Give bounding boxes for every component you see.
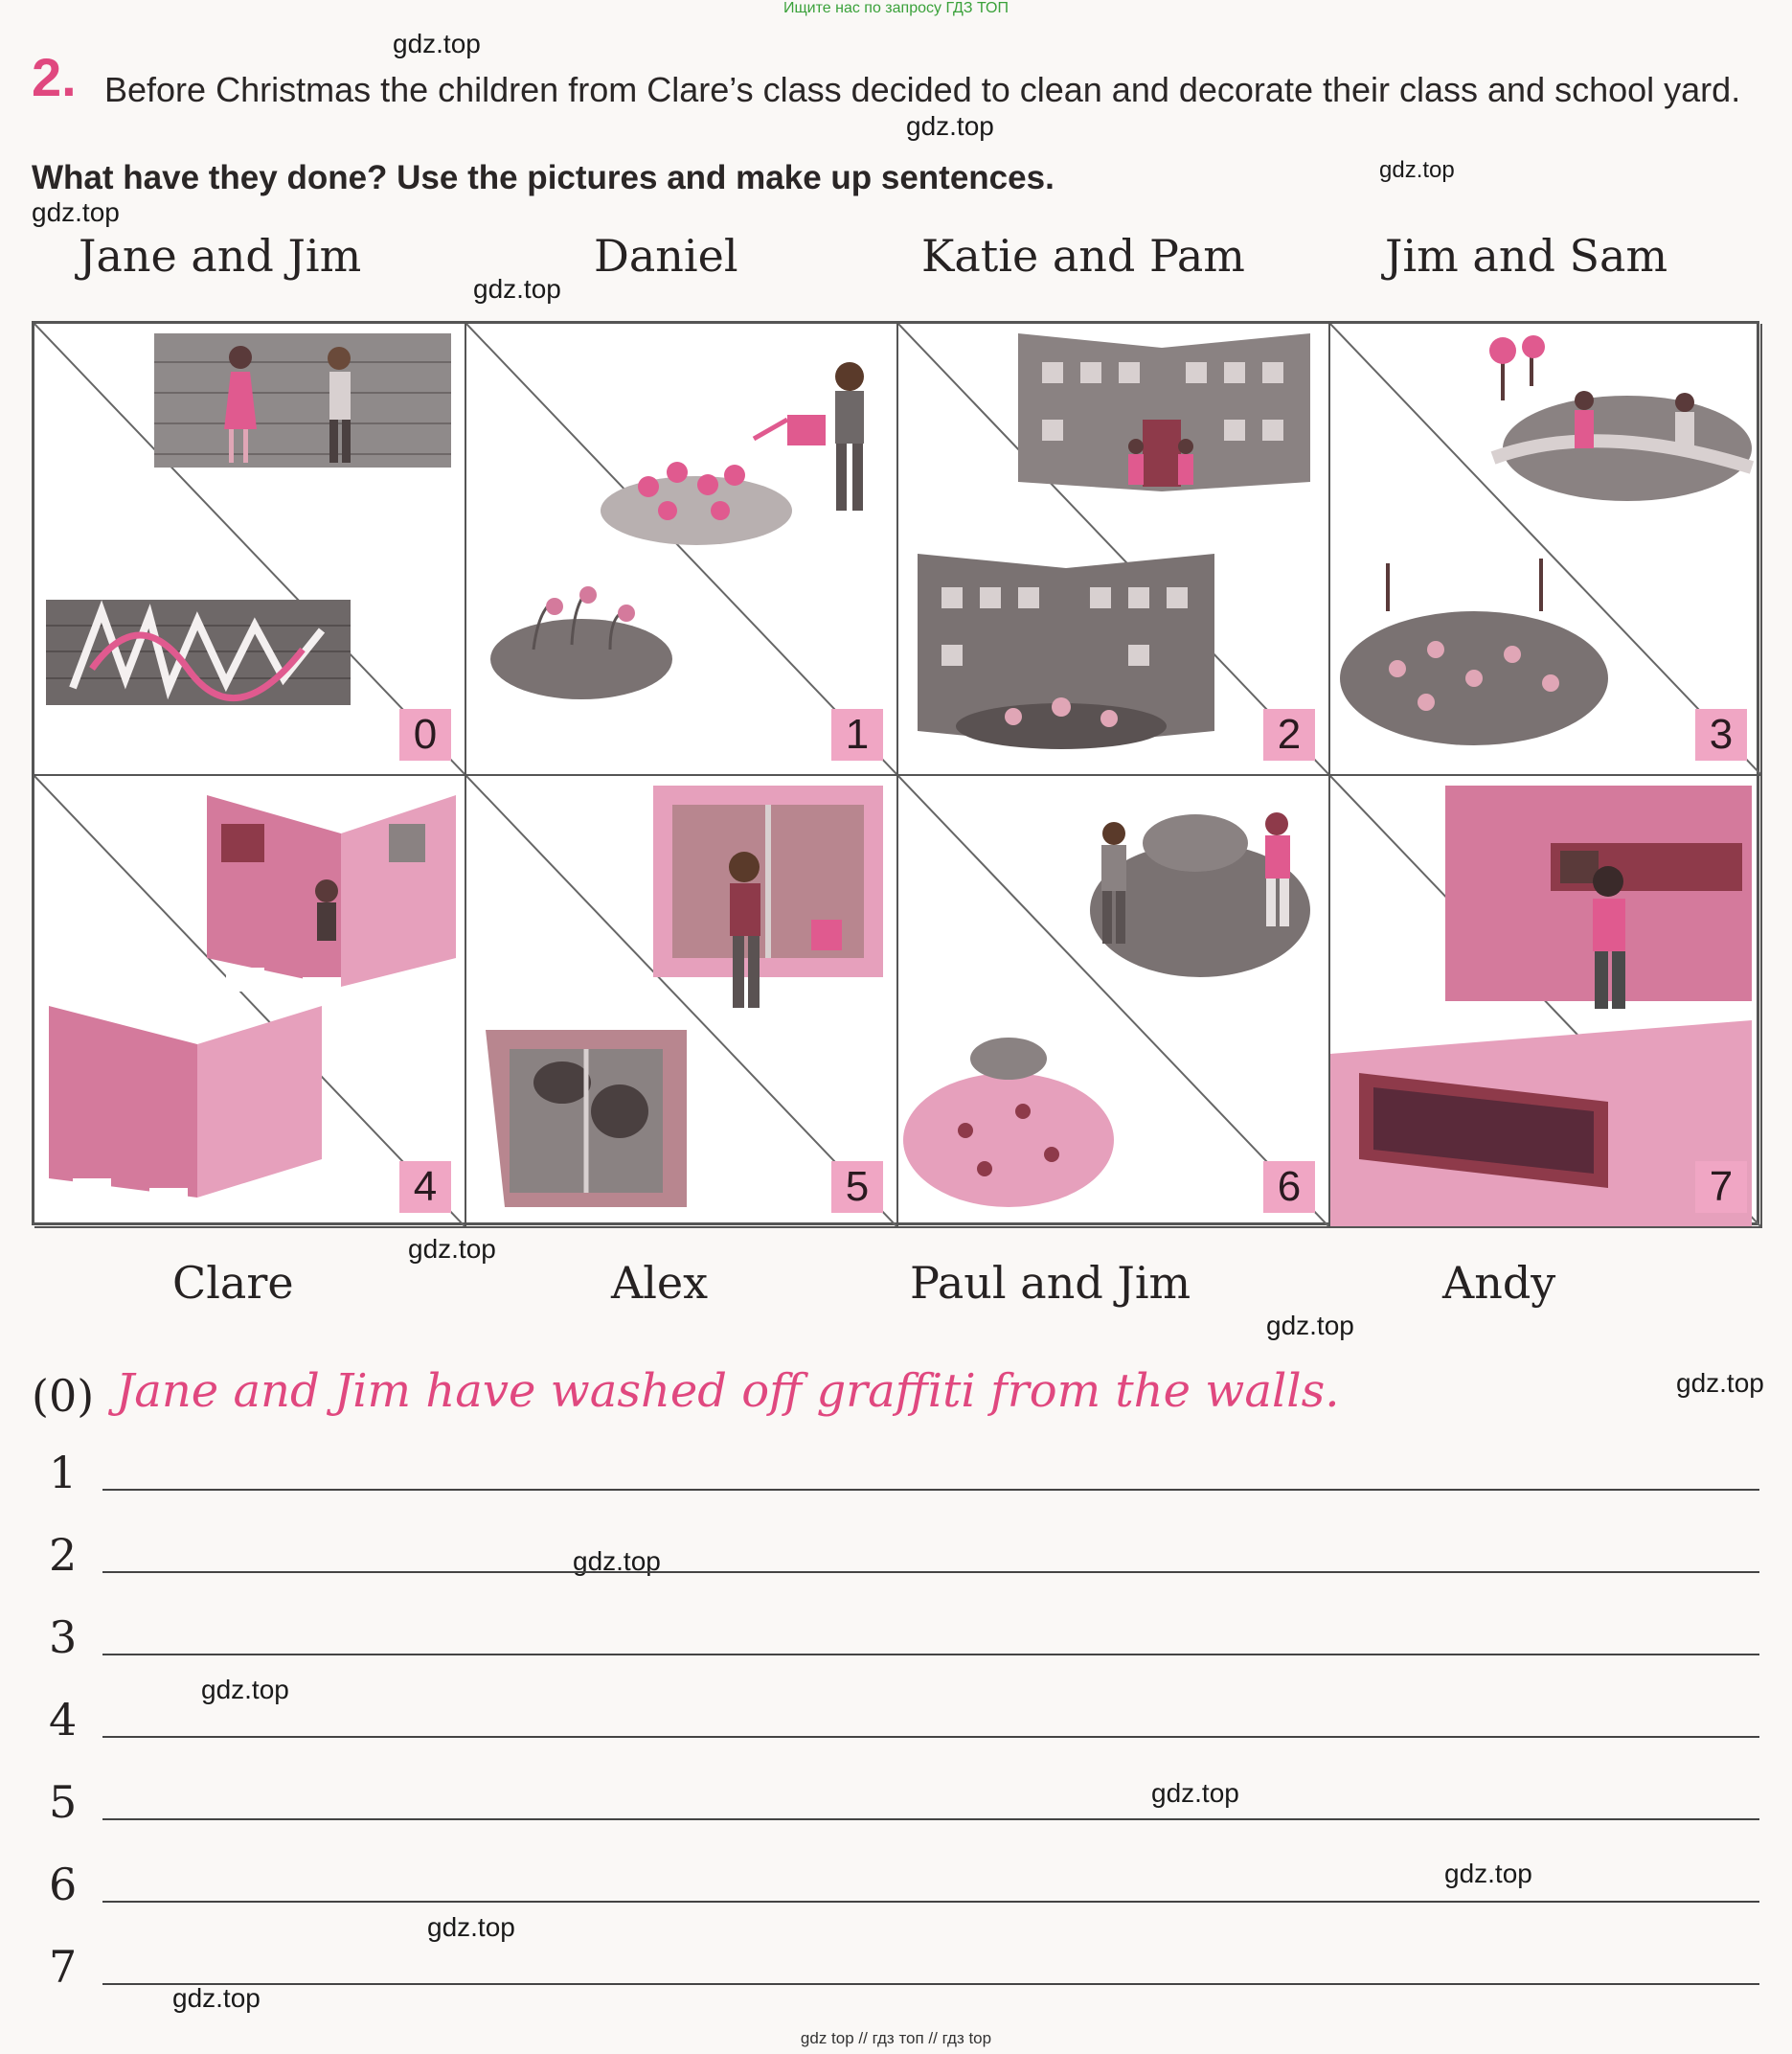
exercise-intro: Before Christmas the children from Clare’s class decided to clean and decorate their class and school yard. — [104, 70, 1741, 109]
answer-line-4[interactable] — [32, 1680, 1759, 1746]
column-header: Katie and Pam — [921, 230, 1245, 282]
picture-grid — [32, 321, 1759, 1225]
column-header: Jim and Sam — [1385, 230, 1668, 282]
example-label: (0) — [32, 1370, 95, 1422]
column-header: Daniel — [594, 230, 738, 282]
column-header: Jane and Jim — [79, 230, 362, 282]
picture-1 — [466, 324, 898, 776]
example-answer — [32, 1358, 1759, 1422]
watermark: gdz.top — [1676, 1368, 1764, 1398]
watermark: gdz.top — [32, 197, 120, 227]
answer-line-2[interactable] — [32, 1516, 1759, 1581]
picture-5 — [466, 776, 898, 1228]
answer-number: 4 — [49, 1694, 78, 1746]
column-footer: Paul and Jim — [910, 1257, 1191, 1309]
answer-number: 1 — [49, 1447, 78, 1498]
watermark: gdz.top — [393, 29, 481, 58]
watermark: gdz.top — [906, 111, 994, 141]
picture-4 — [34, 776, 466, 1228]
picture-2 — [898, 324, 1330, 776]
example-sentence: Jane and Jim have washed off graffiti from the walls. — [116, 1364, 1340, 1418]
picture-number: 2 — [1263, 709, 1315, 761]
picture-number: 1 — [831, 709, 883, 761]
picture-6 — [898, 776, 1330, 1228]
answer-number: 2 — [49, 1529, 78, 1581]
watermark: gdz.top — [1266, 1311, 1354, 1340]
answer-number: 3 — [49, 1611, 78, 1663]
answer-number: 5 — [49, 1776, 78, 1828]
picture-number: 7 — [1695, 1161, 1747, 1213]
picture-number: 0 — [399, 709, 451, 761]
answer-number: 6 — [49, 1859, 78, 1910]
answer-line-3[interactable] — [32, 1598, 1759, 1663]
answer-line-1[interactable] — [32, 1433, 1759, 1498]
exercise-number: 2. — [32, 47, 77, 107]
watermark: gdz.top — [1444, 1859, 1532, 1888]
watermark: gdz.top — [1379, 157, 1455, 183]
watermark: gdz.top — [1151, 1778, 1239, 1808]
picture-number: 5 — [831, 1161, 883, 1213]
answer-line-5[interactable] — [32, 1763, 1759, 1828]
watermark: gdz.top — [427, 1912, 515, 1942]
watermark: gdz.top — [172, 1983, 261, 2013]
column-footer: Andy — [1442, 1257, 1556, 1309]
column-footer: Clare — [172, 1257, 294, 1309]
picture-number: 4 — [399, 1161, 451, 1213]
watermark: gdz.top — [408, 1234, 496, 1264]
picture-7 — [1330, 776, 1762, 1228]
picture-0 — [34, 324, 466, 776]
answer-line-6[interactable] — [32, 1845, 1759, 1910]
watermark: gdz.top — [573, 1546, 661, 1576]
site-banner[interactable]: Ищите нас по запросу ГДЗ ТОП — [783, 0, 1009, 16]
exercise-task: What have they done? Use the pictures and make up sentences. — [32, 159, 1055, 196]
answer-line-7[interactable] — [32, 1928, 1759, 1993]
answer-number: 7 — [49, 1941, 78, 1993]
column-footer: Alex — [611, 1257, 709, 1309]
site-footer[interactable]: gdz top // гдз топ // гдз top — [800, 2029, 992, 2047]
picture-3 — [1330, 324, 1762, 776]
picture-number: 6 — [1263, 1161, 1315, 1213]
picture-number: 3 — [1695, 709, 1747, 761]
watermark: gdz.top — [473, 274, 561, 304]
watermark: gdz.top — [201, 1675, 289, 1704]
